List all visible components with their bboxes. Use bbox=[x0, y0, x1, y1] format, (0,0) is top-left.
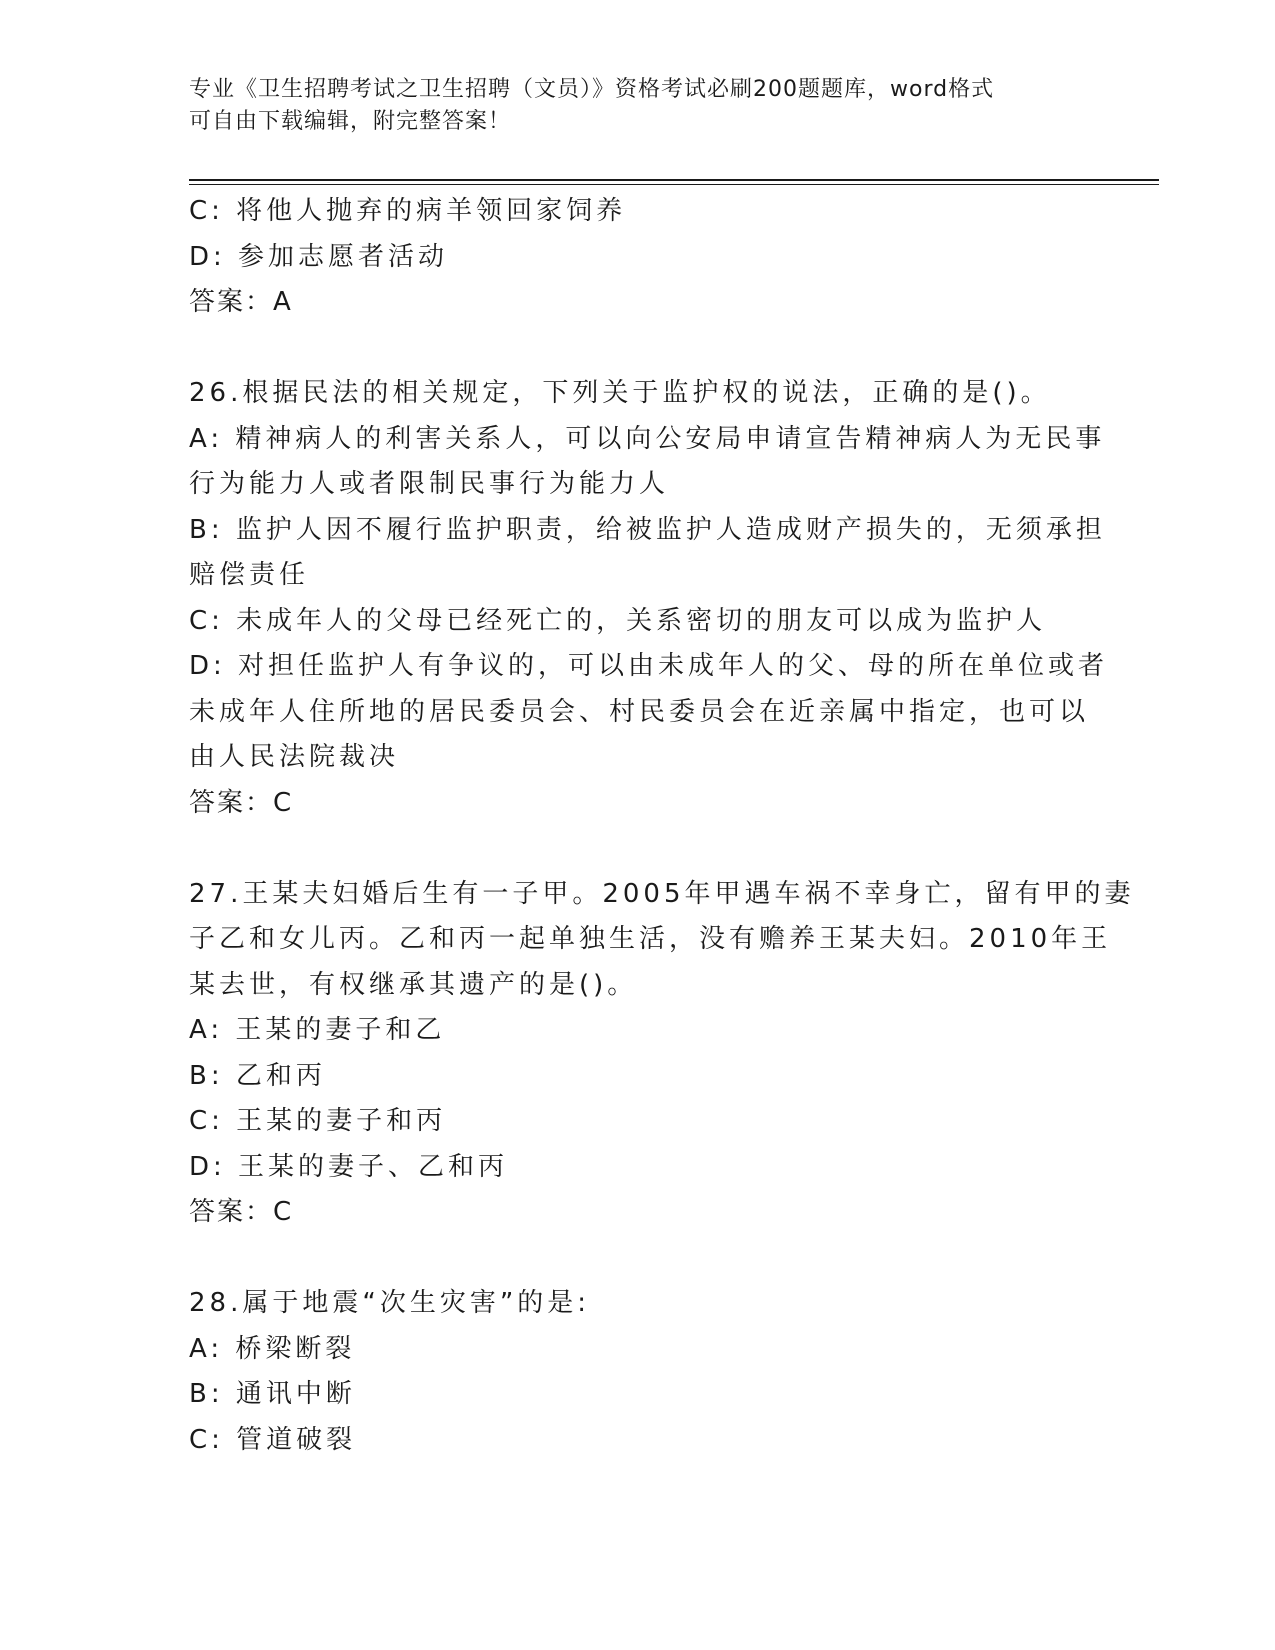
option-d-continued: 由人民法院裁决 bbox=[189, 742, 400, 772]
answer-line: 答案：A bbox=[189, 287, 293, 317]
question-stem: 26.根据民法的相关规定，下列关于监护权的说法，正确的是()。 bbox=[189, 378, 1051, 408]
question-28 bbox=[189, 1281, 1089, 1463]
option-c: C: 王某的妻子和丙 bbox=[189, 1106, 447, 1136]
header-title-line-1: 专业《卫生招聘考试之卫生招聘（文员）》资格考试必刷200题题库，word格式 bbox=[189, 77, 995, 102]
option-c: C: 管道破裂 bbox=[189, 1424, 357, 1455]
option-b-continued: 赔偿责任 bbox=[189, 560, 310, 590]
answer-line: 答案：C bbox=[189, 1197, 294, 1227]
option-a: A: 桥梁断裂 bbox=[189, 1333, 356, 1364]
option-d: D: 参加志愿者活动 bbox=[189, 241, 449, 272]
option-b: B: 监护人因不履行监护职责，给被监护人造成财产损失的，无须承担 bbox=[189, 514, 1106, 545]
document-header bbox=[189, 74, 1089, 138]
option-c: C: 未成年人的父母已经死亡的，关系密切的朋友可以成为监护人 bbox=[189, 605, 1047, 636]
option-d: D: 对担任监护人有争议的，可以由未成年人的父、母的所在单位或者 bbox=[189, 651, 1109, 681]
header-title-line-2: 可自由下载编辑，附完整答案！ bbox=[189, 109, 512, 134]
header-divider-thin bbox=[189, 184, 1159, 185]
option-d: D: 王某的妻子、乙和丙 bbox=[189, 1151, 509, 1182]
option-a: A: 精神病人的利害关系人，可以向公安局申请宣告精神病人为无民事 bbox=[189, 423, 1106, 454]
option-b: B: 乙和丙 bbox=[189, 1060, 326, 1091]
question-27 bbox=[189, 872, 1135, 1236]
question-stem-continued: 某去世，有权继承其遗产的是()。 bbox=[189, 969, 638, 1000]
option-a: A: 王某的妻子和乙 bbox=[189, 1015, 446, 1045]
question-stem-continued: 子乙和女儿丙。乙和丙一起单独生活，没有赡养王某夫妇。2010年王 bbox=[189, 924, 1112, 954]
spacer bbox=[189, 826, 1089, 872]
spacer bbox=[189, 1236, 1089, 1282]
spacer bbox=[189, 326, 1089, 372]
question-stem: 27.王某夫妇婚后生有一子甲。2005年甲遇车祸不幸身亡，留有甲的妻 bbox=[189, 878, 1135, 909]
question-stem: 28.属于地震“次生灾害”的是: bbox=[189, 1288, 591, 1318]
option-d-continued: 未成年人住所地的居民委员会、村民委员会在近亲属中指定，也可以 bbox=[189, 696, 1090, 727]
question-26 bbox=[189, 371, 1109, 826]
question-25-tail bbox=[189, 189, 1089, 326]
option-b: B: 通讯中断 bbox=[189, 1379, 356, 1409]
option-a-continued: 行为能力人或者限制民事行为能力人 bbox=[189, 469, 670, 499]
header-divider-thick bbox=[189, 179, 1159, 181]
option-c: C: 将他人抛弃的病羊领回家饲养 bbox=[189, 196, 627, 226]
answer-line: 答案：C bbox=[189, 787, 294, 818]
document-body bbox=[189, 189, 1135, 1463]
